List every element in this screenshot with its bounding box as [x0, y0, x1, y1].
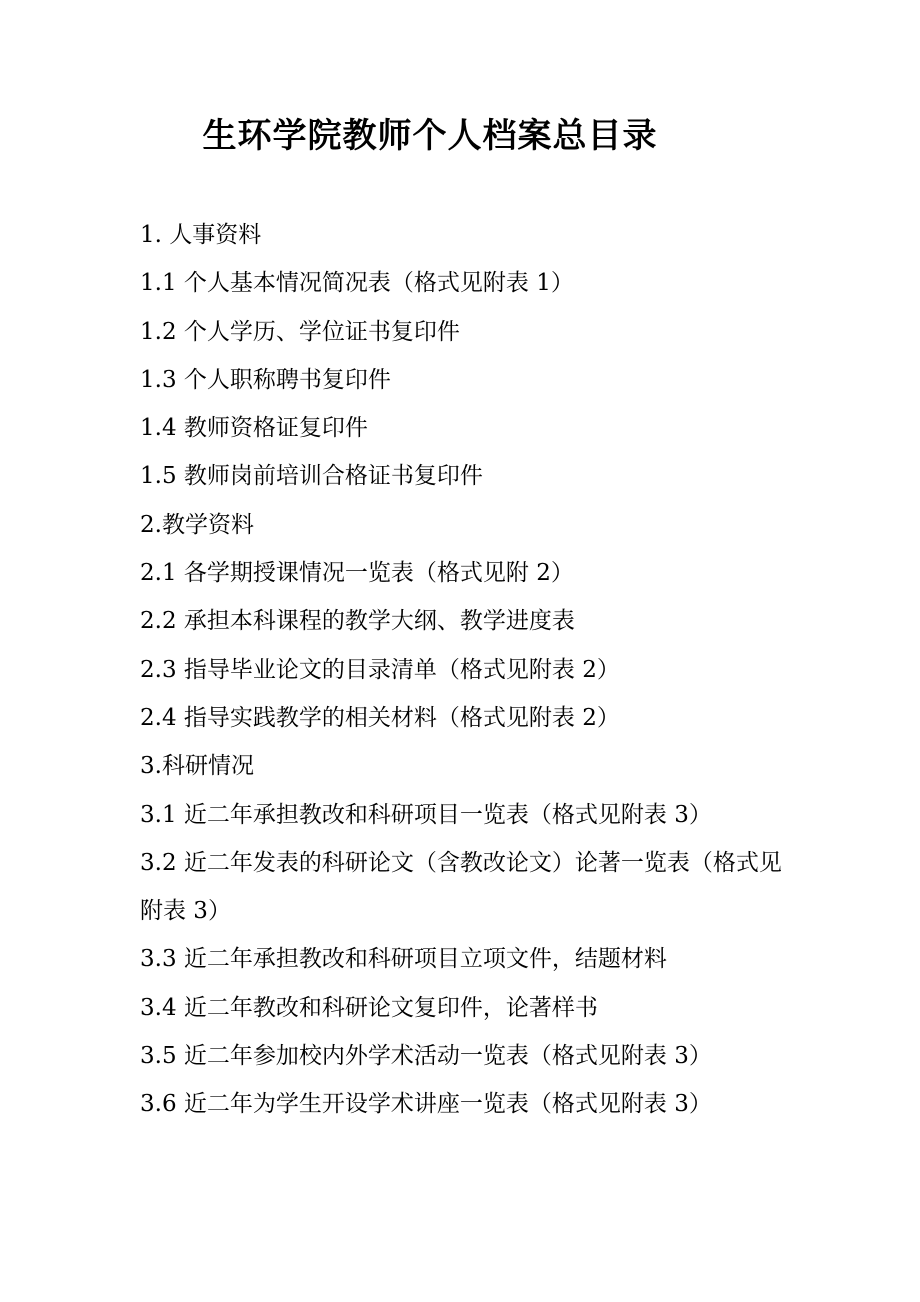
toc-item-1-1: 1.1 个人基本情况简况表（格式见附表 1）: [140, 270, 574, 297]
toc-section-research: 3.科研情况: [140, 753, 254, 780]
toc-item-3-3: 3.3 近二年承担教改和科研项目立项文件，结题材料: [140, 946, 667, 973]
toc-item-3-5: 3.5 近二年参加校内外学术活动一览表（格式见附表 3）: [140, 1043, 712, 1070]
toc-item-1-2: 1.2 个人学历、学位证书复印件: [140, 318, 460, 345]
toc-item-3-2: 3.2 近二年发表的科研论文（含教改论文）论著一览表（格式见附表 3）: [140, 849, 782, 925]
toc-item-3-4: 3.4 近二年教改和科研论文复印件，论著样书: [140, 994, 598, 1021]
toc-item-2-2: 2.2 承担本科课程的教学大纲、教学进度表: [140, 608, 575, 635]
table-of-contents: [140, 211, 790, 1129]
toc-item-2-4: 2.4 指导实践教学的相关材料（格式见附表 2）: [140, 704, 620, 731]
toc-section-personnel: 1. 人事资料: [140, 222, 262, 248]
document-title: 生环学院教师个人档案总目录: [202, 116, 658, 156]
toc-item-1-3: 1.3 个人职称聘书复印件: [140, 366, 391, 393]
toc-item-2-3: 2.3 指导毕业论文的目录清单（格式见附表 2）: [140, 656, 620, 683]
toc-item-3-1: 3.1 近二年承担教改和科研项目一览表（格式见附表 3）: [140, 801, 712, 828]
toc-item-1-4: 1.4 教师资格证复印件: [140, 415, 368, 442]
toc-item-1-5: 1.5 教师岗前培训合格证书复印件: [140, 463, 483, 490]
toc-item-2-1: 2.1 各学期授课情况一览表（格式见附 2）: [140, 560, 574, 587]
toc-item-3-6: 3.6 近二年为学生开设学术讲座一览表（格式见附表 3）: [140, 1091, 712, 1118]
toc-section-teaching: 2.教学资料: [140, 511, 254, 538]
